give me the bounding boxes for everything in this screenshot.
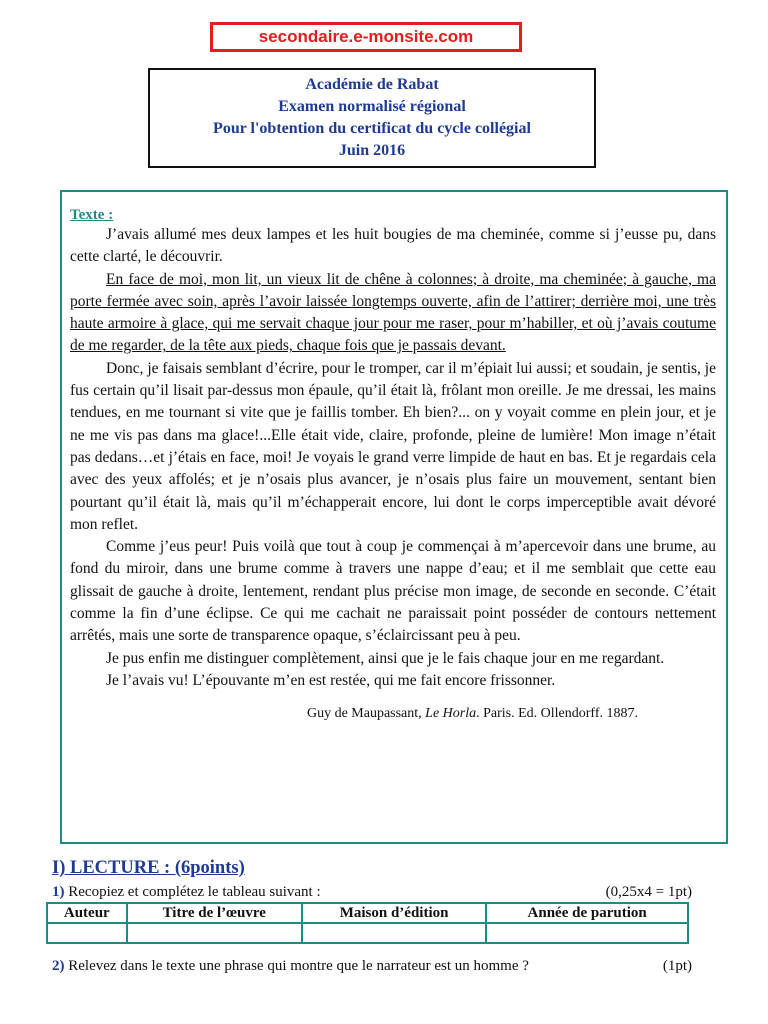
question-2-number: 2) xyxy=(52,958,65,974)
header-line-certificate: Pour l'obtention du certificat du cycle collégial xyxy=(213,120,531,137)
header-line-exam: Examen normalisé régional xyxy=(278,98,466,115)
paragraph-6: Je l’avais vu! L’épouvante m’en est restée, qui me fait encore frissonner. xyxy=(106,671,556,689)
table-row xyxy=(47,923,688,943)
paragraph-4: Comme j’eus peur! Puis voilà que tout à coup je commençai à m’apercevoir dans une brume, au fond du miroir, dans une brume comme à travers une nappe d’eau; et il me semblait que cette eau glissait de gauche à droite, lentement, rendant plus précise mon image, de seconde en seconde. C’était comme la fin d’une éclipse. Ce qui me cachait ne paraissait point posséder de contours nettement arrêtés, mais une sorte de transparence opaque, s’éclaircissant peu à peu. xyxy=(70,538,716,645)
table-header-author: Auteur xyxy=(47,903,127,923)
site-banner-text: secondaire.e-monsite.com xyxy=(258,27,474,46)
table-header-publisher: Maison d’édition xyxy=(302,903,486,923)
question-1-points: (0,25x4 = 1pt) xyxy=(605,884,692,900)
paragraph-1: J’avais allumé mes deux lampes et les huit bougies de ma cheminée, comme si j’eusse pu, dans cette clarté, le découvrir. xyxy=(70,226,716,266)
citation-title: Le Horla xyxy=(425,706,477,722)
question-1-text-wrap xyxy=(52,884,321,901)
paragraph-2: En face de moi, mon lit, un vieux lit de chêne à colonnes; à droite, ma cheminée; à gauche, ma porte fermée avec soin, après l’avoir laissée longtemps ouverte, afin de l’attirer; derrière moi, une très haute armoire à glace, qui me servait chaque jour pour me raser, pour m’habiller, et où j’avais coutume de me regarder, de la tête aux pieds, chaque fois que je passais devant. xyxy=(70,270,716,355)
citation xyxy=(70,706,716,722)
text-label: Texte : xyxy=(70,207,114,223)
citation-publication: . Paris. Ed. Ollendorff. 1887. xyxy=(476,706,638,722)
question-2-text: Relevez dans le texte une phrase qui montre que le narrateur est un homme ? xyxy=(64,958,529,974)
text-passage-box xyxy=(60,190,728,844)
table-cell-year[interactable] xyxy=(486,923,688,943)
table-cell-title[interactable] xyxy=(127,923,302,943)
table-cell-author[interactable] xyxy=(47,923,127,943)
question-2-text-wrap xyxy=(52,958,529,975)
paragraph-3: Donc, je faisais semblant d’écrire, pour le tromper, car il m’épiait lui aussi; et soudain, je sentis, je fus certain qu’il lisait par-dessus mon épaule, qu’il était là, frôlant mon oreille. Je me dressai, les mains tendues, en me tournant si vite que je faillis tomber. Eh bien?... on y voyait comme en plein jour, et je ne me vis pas dans ma glace!...Elle était vide, claire, profonde, pleine de lumière! Mon image n’était pas dedans…et j’étais en face, moi! Je voyais le grand verre limpide de haut en bas. Et je regardais cela avec des yeux affolés; et je n’osais plus avancer, je n’osais plus faire un mouvement, sentant bien pourtant qu’il était là, mais qu’il m’échapperait encore, lui dont le corps imperceptible avait dévoré mon reflet. xyxy=(70,359,716,533)
table-header-row xyxy=(47,903,688,923)
header-line-academy: Académie de Rabat xyxy=(305,76,439,93)
table-header-year: Année de parution xyxy=(486,903,688,923)
paragraph-5: Je pus enfin me distinguer complètement, ainsi que je le fais chaque jour en me regardant. xyxy=(106,649,665,667)
question-1-text: Recopiez et complétez le tableau suivant : xyxy=(64,884,321,900)
fill-in-table xyxy=(46,902,689,944)
question-2 xyxy=(52,958,692,975)
site-banner[interactable] xyxy=(210,22,522,52)
question-1 xyxy=(52,884,692,901)
exam-header xyxy=(148,68,596,168)
citation-author: Guy de Maupassant, xyxy=(306,706,426,722)
table-header-title: Titre de l’œuvre xyxy=(127,903,302,923)
question-2-points: (1pt) xyxy=(662,958,692,974)
section-title-lecture: I) LECTURE : (6points) xyxy=(52,858,245,878)
question-1-number: 1) xyxy=(52,884,65,900)
table-cell-publisher[interactable] xyxy=(302,923,486,943)
header-line-date: Juin 2016 xyxy=(338,142,406,159)
